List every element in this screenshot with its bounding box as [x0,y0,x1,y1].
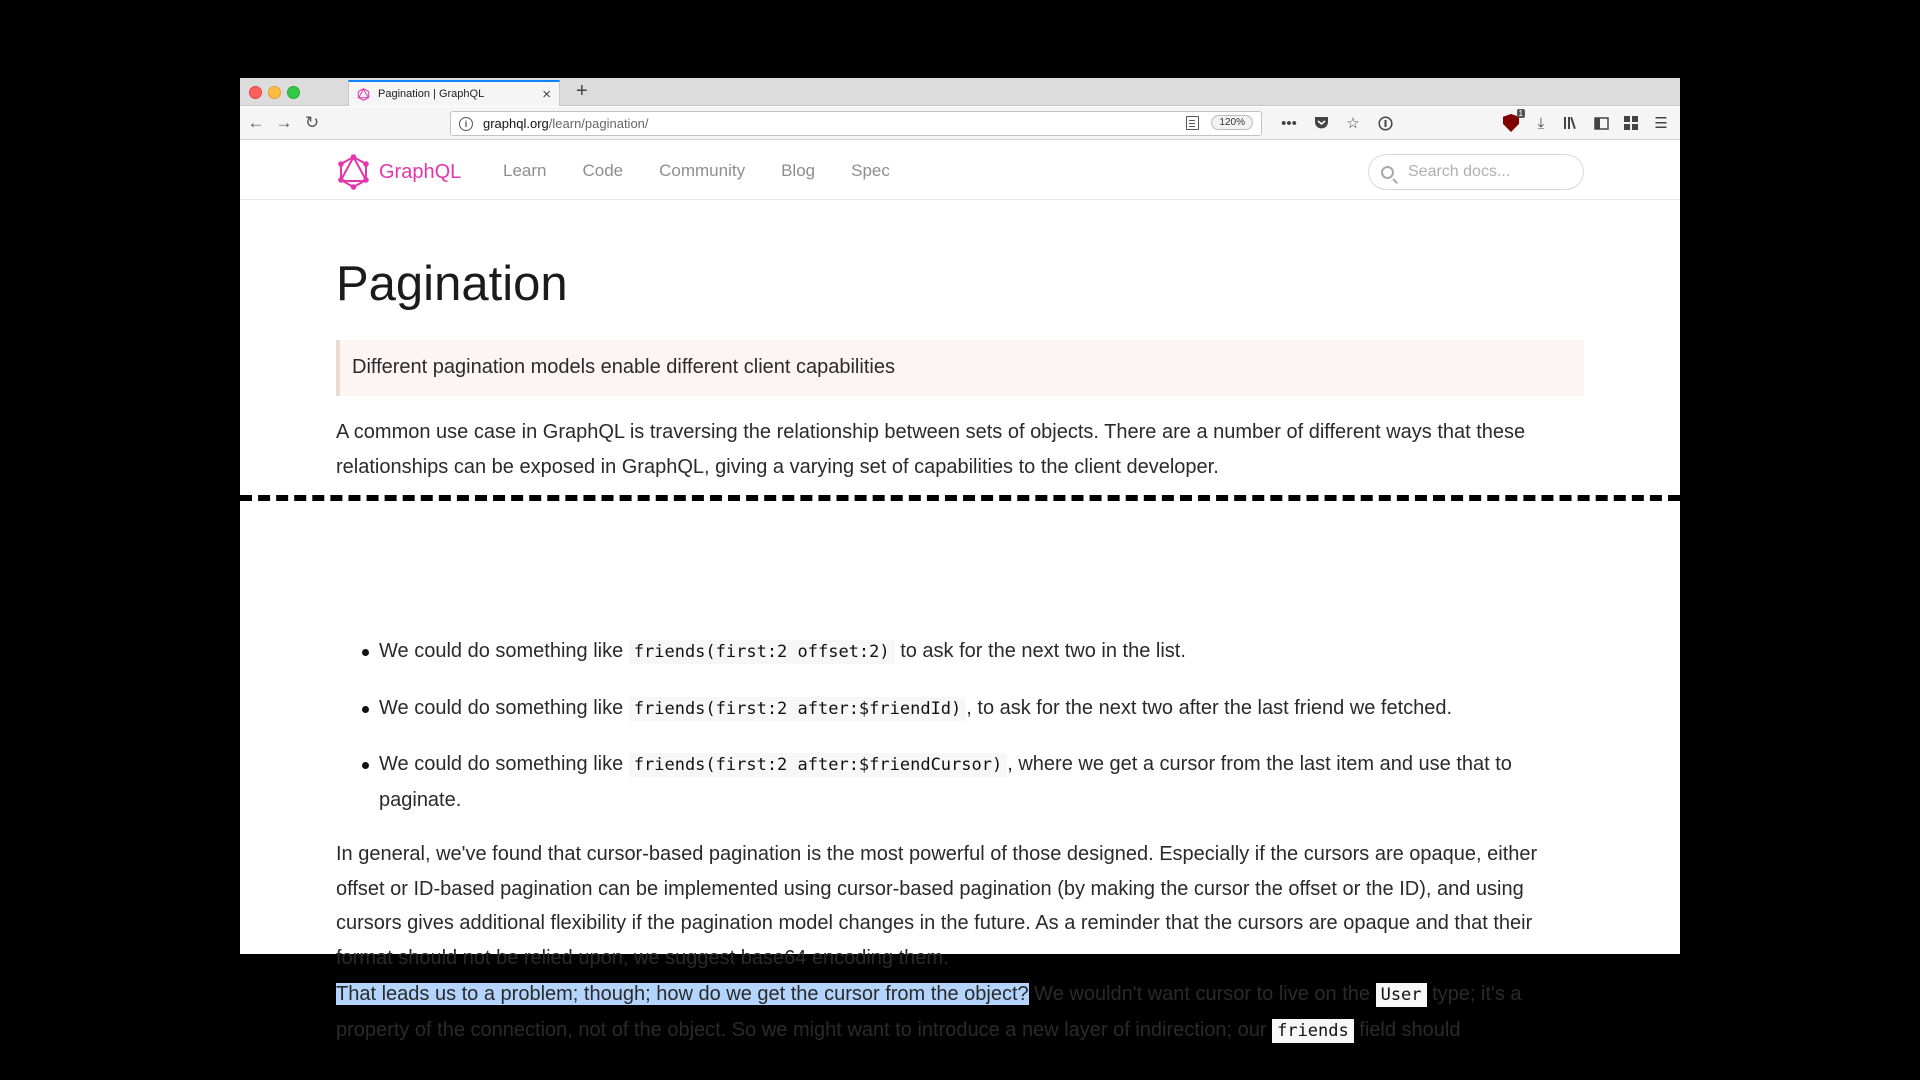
library-icon[interactable] [1560,112,1582,134]
nav-spec[interactable]: Spec [851,161,890,180]
selected-text[interactable]: That leads us to a problem; though; how do we get the cursor from the object? [336,983,1029,1005]
minimize-window-button[interactable] [268,86,281,99]
url-domain: graphql.org [483,116,549,131]
site-info-icon[interactable]: i [459,117,473,131]
nav-toolbar [240,107,1680,140]
site-header [240,141,1680,200]
forward-arrow-icon[interactable]: → [275,113,293,132]
page-title: Pagination [336,257,568,311]
graphql-logo-icon [337,154,370,190]
extension-info-icon[interactable] [1374,112,1396,134]
inline-code: friends(first:2 after:$friendCursor) [629,753,1007,777]
site-nav [503,161,890,181]
tab-close-icon[interactable]: × [542,85,551,103]
subtitle-blockquote: Different pagination models enable different client capabilities [336,340,1584,396]
paragraph-text: field should [1353,1018,1461,1041]
downloads-icon[interactable]: ⤓ [1537,114,1545,132]
inline-code: friends [1272,1019,1354,1043]
graphql-favicon-icon [357,88,370,101]
nav-community[interactable]: Community [659,161,746,180]
ublock-badge: 1 [1518,109,1523,118]
graphql-logo[interactable] [337,154,461,190]
tab-title: Pagination | GraphQL [378,88,485,100]
paragraph-text: type; it's a property of the connection, not of the object. So we might want to introduce a new layer of indirection; our [336,983,1522,1041]
list-item [336,747,1586,817]
page-action-icons [1278,112,1396,134]
ublock-icon[interactable] [1500,109,1523,134]
back-arrow-icon[interactable]: ← [247,113,265,132]
bullet-text: , to ask for the next two after the last friend we fetched. [966,696,1453,719]
nav-blog[interactable]: Blog [781,161,816,180]
list-item [336,691,1586,727]
logo-text: GraphQL [379,160,462,183]
search-input[interactable] [1408,163,1558,181]
list-item [336,634,1586,670]
apps-grid-icon[interactable] [1620,112,1642,134]
intro-paragraph: A common use case in GraphQL is traversing the relationship between sets of objects. There are a number of different ways that these relationships can be exposed in GraphQL, giving a varying set of capabilities to the client developer. [336,421,1526,478]
browser-toolbar-icons [1500,109,1672,134]
bookmark-star-icon[interactable]: ☆ [1346,115,1360,132]
inline-code: User [1376,983,1427,1007]
browser-window [240,78,1680,1041]
pocket-icon[interactable] [1310,112,1332,134]
nav-learn[interactable]: Learn [503,161,547,180]
bullet-text: , where we get a cursor from the last item and use that to paginate. [379,753,1512,811]
bullet-text: We could do something like [379,753,629,775]
bullet-text: We could do something like [379,696,629,719]
new-tab-button[interactable]: + [576,80,588,102]
inline-code: friends(first:2 offset:2) [629,640,895,664]
bullet-text: We could do something like [379,640,629,662]
reload-icon[interactable]: ↻ [304,113,320,132]
search-box[interactable] [1368,154,1584,190]
problem-paragraph [336,977,1586,1048]
bullet-text: to ask for the next two in the list. [894,640,1186,662]
inline-code: friends(first:2 after:$friendId) [629,697,967,721]
reader-view-icon[interactable] [1186,116,1199,130]
zoom-window-button[interactable] [287,86,300,99]
general-paragraph: In general, we've found that cursor-based pagination is the most powerful of those designed. Especially if the cursors are opaque, either offset or ID-based pagination can be implemented using cursor-based pagination (by making the cursor the offset or the ID), and using cursors gives additional flexibility if the pagination model changes in the future. As a reminder that the cursors are opaque and that their format should not be relied upon, we suggest base64 encoding them. [336,843,1538,969]
tab-strip [240,78,1680,106]
search-icon [1381,166,1394,179]
more-actions-icon[interactable]: ••• [1281,114,1297,132]
sidebar-icon[interactable] [1590,112,1612,134]
close-window-button[interactable] [249,86,262,99]
hamburger-menu-icon[interactable]: ☰ [1654,115,1668,132]
splice-divider [240,495,1680,501]
url-bar[interactable] [450,111,1262,136]
paragraph-text: We wouldn't want cursor to live on the [1028,983,1376,1005]
pagination-options-list [336,634,1586,838]
url-path: /learn/pagination/ [548,116,649,131]
zoom-level-badge[interactable]: 120% [1211,115,1253,130]
tab-active[interactable] [348,80,560,106]
nav-code[interactable]: Code [582,161,624,180]
